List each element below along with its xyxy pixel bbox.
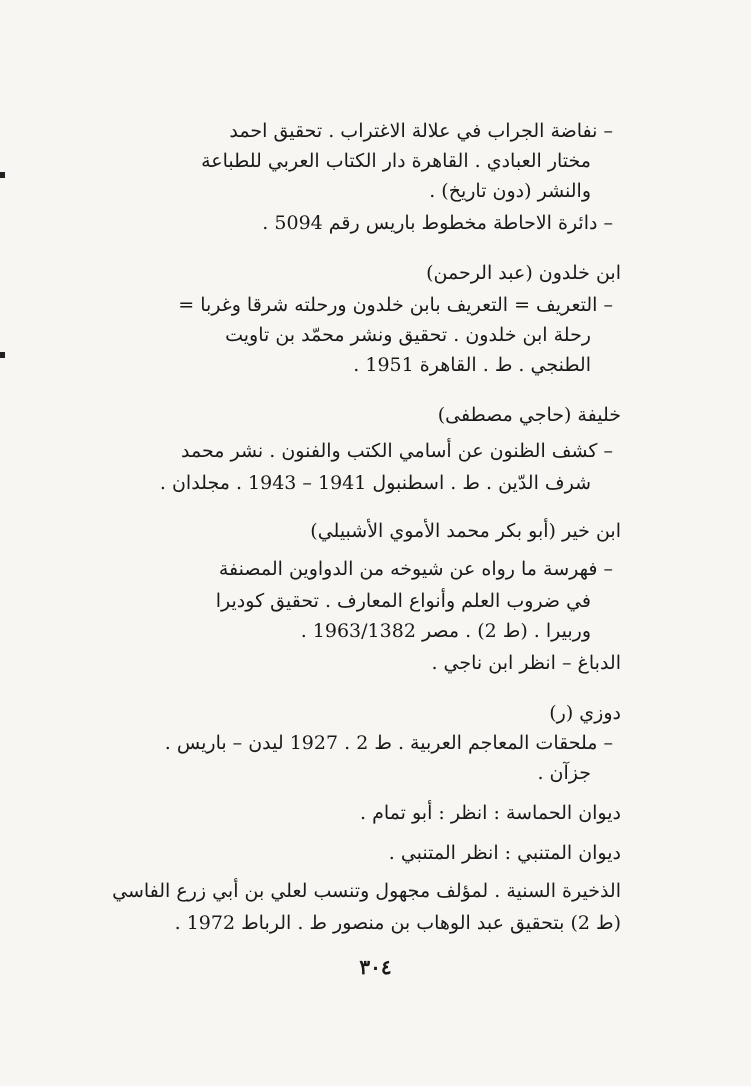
entry-line: في ضروب العلم وأنواع المعارف . تحقيق كوديرا — [215, 590, 591, 612]
entry-line: الذخيرة السنية . لمؤلف مجهول وتنسب لعلي بن أبي زرع الفاسي — [112, 880, 621, 902]
entry-line: – دائرة الاحاطة مخطوط باريس رقم 5094 . — [262, 212, 613, 234]
author-heading: ابن خير (أبو بكر محمد الأموي الأشبيلي) — [310, 520, 621, 542]
cross-reference: الدباغ – انظر ابن ناجي . — [431, 652, 621, 674]
author-heading: خليفة (حاجي مصطفى) — [437, 404, 621, 426]
cross-reference: ديوان المتنبي : انظر المتنبي . — [388, 842, 621, 864]
entry-line: جزآن . — [537, 762, 591, 784]
entry-line: – كشف الظنون عن أسامي الكتب والفنون . نشر محمد — [181, 440, 613, 462]
entry-line: – فهرسة ما رواه عن شيوخه من الدواوين المصنفة — [218, 558, 613, 580]
entry-line: – نفاضة الجراب في علالة الاغتراب . تحقيق احمد — [229, 120, 613, 142]
entry-line: – التعريف = التعريف بابن خلدون ورحلته شرقا وغربا = — [178, 294, 613, 316]
entry-line: والنشر (دون تاريخ) . — [429, 180, 591, 202]
margin-mark — [0, 172, 5, 178]
page-number: ٣٠٤ — [359, 955, 392, 979]
entry-line: – ملحقات المعاجم العربية . ط 2 . 1927 ليدن – باريس . — [164, 732, 613, 754]
entry-line: مختار العبادي . القاهرة دار الكتاب العربي للطباعة — [201, 150, 591, 172]
cross-reference: ديوان الحماسة : انظر : أبو تمام . — [360, 802, 621, 824]
author-heading: ابن خلدون (عبد الرحمن) — [426, 262, 621, 284]
entry-line: (ط 2) بتحقيق عبد الوهاب بن منصور ط . الرباط 1972 . — [174, 912, 621, 934]
entry-line: الطنجي . ط . القاهرة 1951 . — [353, 354, 591, 376]
entry-line: رحلة ابن خلدون . تحقيق ونشر محمّد بن تاويت — [225, 324, 591, 346]
author-heading: دوزي (ر) — [549, 702, 621, 724]
entry-line: شرف الدّين . ط . اسطنبول 1941 – 1943 . مجلدان . — [159, 472, 591, 494]
margin-mark — [0, 352, 5, 358]
entry-line: وربيرا . (ط 2) . مصر 1963/1382 . — [300, 620, 591, 642]
